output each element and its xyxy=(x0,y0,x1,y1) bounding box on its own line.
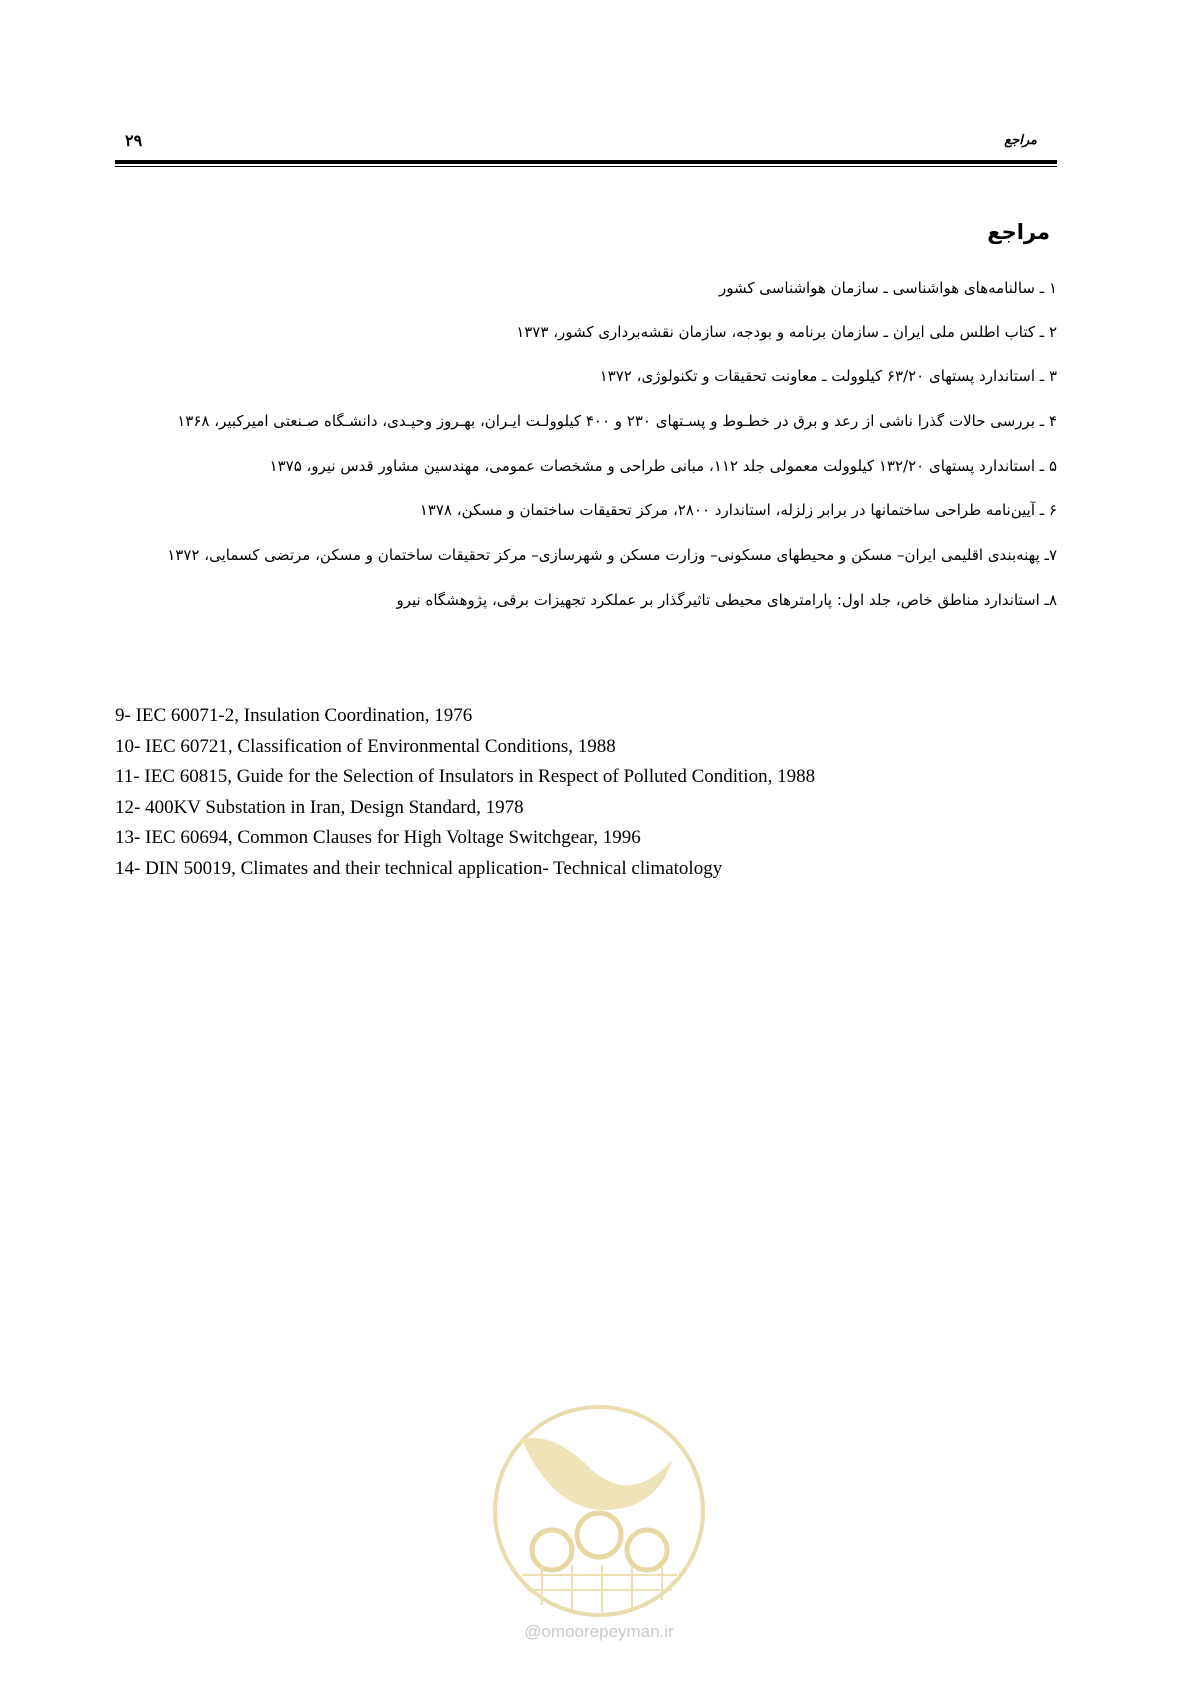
reference-item: ۴ ـ بررسی حالات گذرا ناشی از رعد و برق در خطـوط و پسـتهای ۲۳۰ و ۴۰۰ کیلوولـت ایـران، بهـروز وحیـدی، دانشـگاه صـنعتی امیرکبیر، ۱۳۶۸ xyxy=(177,412,1057,430)
watermark-url: @omoorepeyman.ir xyxy=(524,1622,674,1641)
reference-item: 14- DIN 50019, Climates and their technical application- Technical climatology xyxy=(115,857,723,879)
watermark xyxy=(482,1400,716,1644)
reference-item: ۸ـ استاندارد مناطق خاص، جلد اول: پارامترهای محیطی تاثیرگذار بر عملکرد تجهیزات برقی، پژوهشگاه نیرو xyxy=(396,591,1057,609)
running-chapter-title: مراجع xyxy=(1004,133,1037,148)
reference-item: ۳ ـ استاندارد پستهای ۶۳/۲۰ کیلوولت ـ معاونت تحقیقات و تکنولوژی، ۱۳۷۲ xyxy=(599,367,1057,385)
reference-item: ۲ ـ کتاب اطلس ملی ایران ـ سازمان برنامه و بودجه، سازمان نقشه‌برداری کشور، ۱۳۷۳ xyxy=(516,323,1057,341)
reference-item: ۶ ـ آیین‌نامه طراحی ساختمانها در برابر زلزله، استاندارد ۲۸۰۰، مرکز تحقیقات ساختمان و مسکن، ۱۳۷۸ xyxy=(419,501,1057,519)
reference-item: 12- 400KV Substation in Iran, Design Standard, 1978 xyxy=(115,796,524,818)
reference-item: 9- IEC 60071-2, Insulation Coordination, 1976 xyxy=(115,705,473,726)
watermark-logo xyxy=(482,1400,716,1622)
page-header xyxy=(115,128,1057,168)
reference-item: 10- IEC 60721, Classification of Environmental Conditions, 1988 xyxy=(115,735,616,757)
english-references-list xyxy=(115,701,1015,884)
reference-item: ۱ ـ سالنامه‌های هواشناسی ـ سازمان هواشناسی کشور xyxy=(719,279,1057,297)
reference-item: 13- IEC 60694, Common Clauses for High Voltage Switchgear, 1996 xyxy=(115,827,641,848)
reference-item: ۵ ـ استاندارد پستهای ۱۳۲/۲۰ کیلوولت معمولی جلد ۱۱۲، مبانی طراحی و مشخصات عمومی، مهندسین مشاور قدس نیرو، ۱۳۷۵ xyxy=(269,457,1057,475)
reference-item: 11- IEC 60815, Guide for the Selection of Insulators in Respect of Polluted Condition, 1988 xyxy=(115,766,816,787)
persian-references-list xyxy=(115,266,1057,622)
page-number: ۲۹ xyxy=(125,131,143,150)
header-rule-thin xyxy=(115,166,1057,167)
section-title: مراجع xyxy=(987,220,1050,244)
reference-item: ۷ـ پهنه‌بندی اقلیمی ایران– مسکن و محیطهای مسکونی– وزارت مسکن و شهرسازی– مرکز تحقیقات ساختمان و مسکن، مرتضی کسمایی، ۱۳۷۲ xyxy=(167,546,1057,564)
header-rule-thick xyxy=(115,160,1057,164)
